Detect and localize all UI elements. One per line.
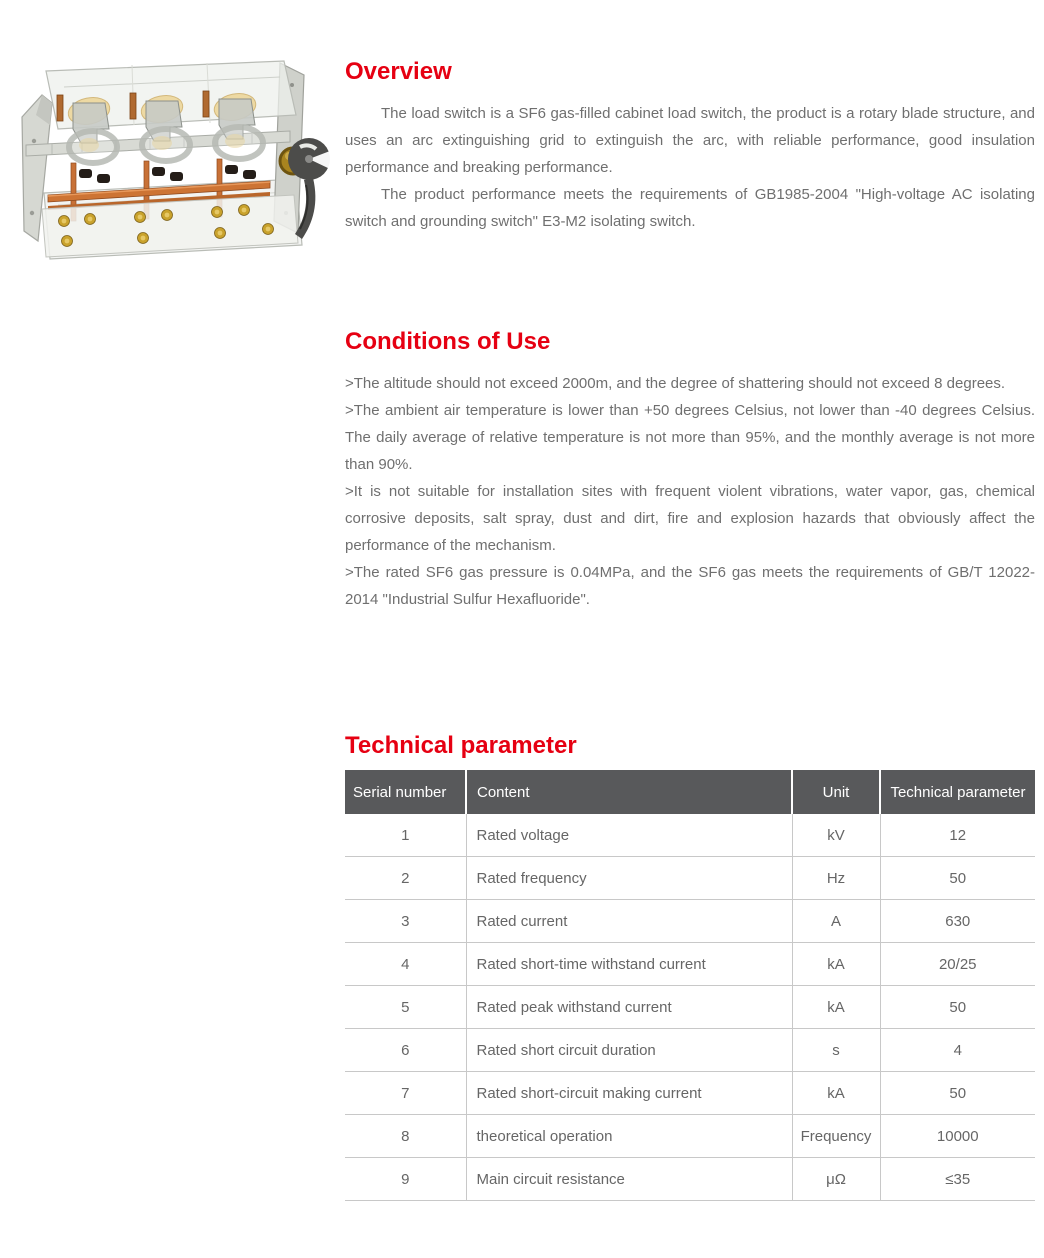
cell-serial: 7 [345,1072,466,1115]
overview-paragraph: The product performance meets the requirements of GB1985-2004 "High-voltage AC isolating switch and grounding switch" E3-M2 isolating switch. [345,186,1035,230]
cell-unit: kA [792,1072,880,1115]
technical-title: Technical parameter [345,732,577,759]
cell-unit: kA [792,943,880,986]
cell-serial: 6 [345,1029,466,1072]
cell-unit: μΩ [792,1158,880,1201]
table-row [345,1115,1035,1158]
cell-unit: A [792,900,880,943]
table-row [345,1072,1035,1115]
cell-value: 50 [880,986,1035,1029]
product-photo-svg [12,45,330,265]
cell-unit: Hz [792,857,880,900]
cell-content: Rated short-time withstand current [466,943,792,986]
cell-serial: 3 [345,900,466,943]
column-header-serial-number: Serial number [345,770,466,814]
cell-unit: s [792,1029,880,1072]
table-row [345,857,1035,900]
cell-serial: 5 [345,986,466,1029]
section-conditions-of-use [345,328,1035,613]
product-image [12,45,330,265]
column-header-technical-parameter: Technical parameter [880,770,1035,814]
condition-item: >The ambient air temperature is lower than +50 degrees Celsius, not lower than -40 degrees Celsius. The daily average of relative temperature is not more than 95%, and the monthly average is not more than 90%. [345,402,1035,473]
section-overview [345,58,1035,235]
cell-value: 630 [880,900,1035,943]
cell-content: Rated peak withstand current [466,986,792,1029]
cell-content: Rated voltage [466,814,792,857]
overview-paragraph: The load switch is a SF6 gas-filled cabinet load switch, the product is a rotary blade structure, and uses an arc extinguishing grid to extinguish the arc, with reliable performance, good insulation performance and breaking performance. [345,105,1035,176]
conditions-title: Conditions of Use [345,328,551,355]
cell-value: ≤35 [880,1158,1035,1201]
cell-serial: 9 [345,1158,466,1201]
cell-serial: 4 [345,943,466,986]
cell-content: theoretical operation [466,1115,792,1158]
table-row [345,814,1035,857]
cell-value: 20/25 [880,943,1035,986]
technical-parameter-table [345,770,1035,1201]
section-technical-parameter [345,732,1035,1201]
cell-serial: 8 [345,1115,466,1158]
cell-serial: 1 [345,814,466,857]
cell-value: 12 [880,814,1035,857]
column-header-unit: Unit [792,770,880,814]
cell-value: 50 [880,857,1035,900]
table-row [345,1029,1035,1072]
cell-value: 4 [880,1029,1035,1072]
cell-content: Rated short-circuit making current [466,1072,792,1115]
table-row [345,1158,1035,1201]
cell-content: Rated short circuit duration [466,1029,792,1072]
condition-item: >The altitude should not exceed 2000m, and the degree of shattering should not exceed 8 degrees. [345,375,1006,392]
cell-content: Main circuit resistance [466,1158,792,1201]
cell-value: 10000 [880,1115,1035,1158]
table-row [345,943,1035,986]
column-header-content: Content [466,770,792,814]
cell-unit: kV [792,814,880,857]
condition-item: >The rated SF6 gas pressure is 0.04MPa, and the SF6 gas meets the requirements of GB/T 12022-2014 "Industrial Sulfur Hexafluoride". [345,564,1035,608]
cell-content: Rated current [466,900,792,943]
conditions-body [345,370,1035,613]
overview-body [345,100,1035,235]
table-header-row [345,770,1035,814]
table-row [345,900,1035,943]
overview-title: Overview [345,58,452,85]
table-row [345,986,1035,1029]
cell-unit: Frequency [792,1115,880,1158]
cell-content: Rated frequency [466,857,792,900]
cell-value: 50 [880,1072,1035,1115]
cell-unit: kA [792,986,880,1029]
cell-serial: 2 [345,857,466,900]
condition-item: >It is not suitable for installation sites with frequent violent vibrations, water vapor, gas, chemical corrosive deposits, salt spray, dust and dirt, fire and explosion hazards that obviously affect the performance of the mechanism. [345,483,1035,554]
